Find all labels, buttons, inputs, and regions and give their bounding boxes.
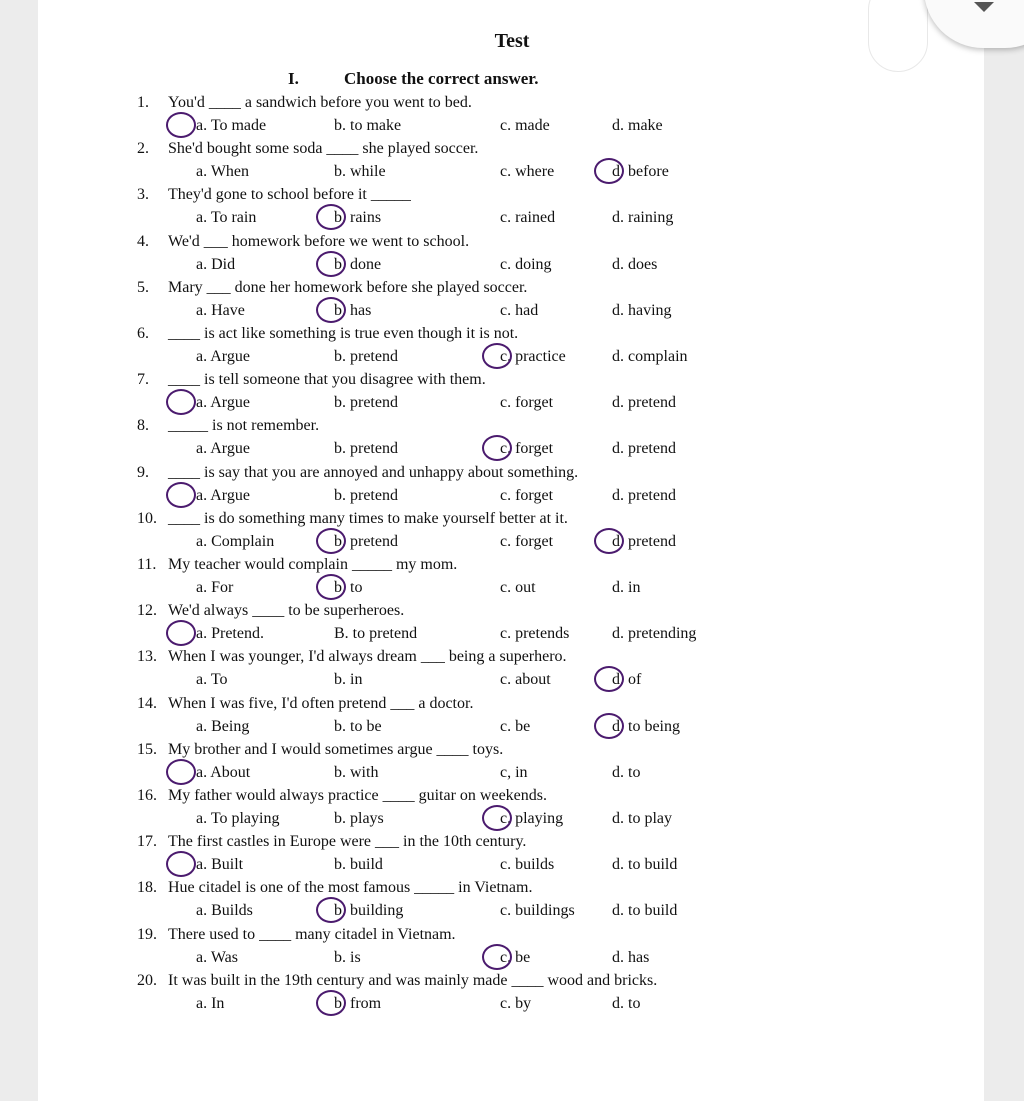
question-number: 18. [137,879,157,896]
question-number: 14. [137,695,157,712]
option-b[interactable]: b. pretend [334,348,398,365]
option-d[interactable]: d. in [612,579,641,596]
option-a[interactable]: a. Have [196,302,245,319]
option-c[interactable]: c. forget [500,440,554,457]
options-row [0,576,946,599]
question-text: Mary ___ done her homework before she played soccer. [168,279,528,296]
section-number: I. [288,69,299,88]
option-c[interactable]: c. builds [500,856,555,873]
question-row [0,91,946,114]
option-d[interactable]: d. does [612,256,658,273]
options-row [0,761,946,784]
question-text: When I was younger, I'd always dream ___ being a superhero. [168,648,567,665]
question-text: ____ is tell someone that you disagree with them. [168,371,486,388]
options-row [0,299,946,322]
option-a[interactable]: a. When [196,163,250,180]
option-d[interactable]: d. pretend [612,487,676,504]
option-a[interactable]: a. About [196,764,251,781]
option-b[interactable]: b. to [334,579,363,596]
question-row [0,969,946,992]
option-a[interactable]: a. Argue [196,487,250,504]
option-c[interactable]: c. out [500,579,536,596]
option-b[interactable]: b. with [334,764,379,781]
option-c[interactable]: c, in [500,764,528,781]
option-b[interactable]: b. plays [334,810,384,827]
question-text: ____ is act like something is true even though it is not. [168,325,519,342]
question-row [0,738,946,761]
option-c[interactable]: c. had [500,302,539,319]
option-a[interactable]: a. To [196,671,228,688]
options-row [0,484,946,507]
option-d[interactable]: d. having [612,302,672,319]
option-d[interactable]: d. to play [612,810,672,827]
option-a[interactable]: a. Pretend. [196,625,264,642]
question-number: 9. [137,464,149,481]
question-number: 12. [137,602,157,619]
question-row [0,507,946,530]
question-text: ____ is say that you are annoyed and unhappy about something. [168,464,579,481]
option-a[interactable]: a. For [196,579,234,596]
option-d[interactable]: d. pretending [612,625,697,642]
option-b[interactable]: b. building [334,902,404,919]
question-row [0,553,946,576]
question-number: 1. [137,94,149,111]
option-d[interactable]: d. raining [612,209,674,226]
question-text: You'd ____ a sandwich before you went to bed. [168,94,472,111]
question-row [0,692,946,715]
option-c[interactable]: c. practice [500,348,566,365]
option-d[interactable]: d. has [612,949,650,966]
option-c[interactable]: c. forget [500,394,554,411]
page-title: Test [494,30,530,52]
question-text: My brother and I would sometimes argue ____ toys. [168,741,504,758]
option-d[interactable]: d. complain [612,348,688,365]
option-a[interactable]: a. In [196,995,225,1012]
question-row [0,230,946,253]
option-d[interactable]: d. to [612,764,641,781]
option-b[interactable]: b. pretend [334,487,398,504]
question-row [0,599,946,622]
option-a[interactable]: a. Builds [196,902,253,919]
question-text: My father would always practice ____ guitar on weekends. [168,787,547,804]
option-b[interactable]: b. in [334,671,363,688]
question-number: 19. [137,926,157,943]
options-row [0,899,946,922]
question-row [0,876,946,899]
question-text: The first castles in Europe were ___ in the 10th century. [168,833,527,850]
option-b[interactable]: b. while [334,163,386,180]
option-d[interactable]: d. make [612,117,663,134]
options-row [0,807,946,830]
options-row [0,114,946,137]
options-row [0,160,946,183]
option-b[interactable]: b. pretend [334,394,398,411]
option-b[interactable]: b. pretend [334,440,398,457]
question-text: It was built in the 19th century and was mainly made ____ wood and bricks. [168,972,658,989]
option-c[interactable]: c. rained [500,209,556,226]
question-row [0,276,946,299]
options-row [0,946,946,969]
option-c[interactable]: c. where [500,163,555,180]
question-text: Hue citadel is one of the most famous _____ in Vietnam. [168,879,533,896]
question-text: We'd always ____ to be superheroes. [168,602,405,619]
options-row [0,622,946,645]
option-d[interactable]: d. pretend [612,533,676,550]
question-text: My teacher would complain _____ my mom. [168,556,458,573]
options-row [0,853,946,876]
question-row [0,368,946,391]
option-b[interactable]: B. to pretend [334,625,418,642]
option-a[interactable]: a. Being [196,718,250,735]
option-c[interactable]: c. about [500,671,551,688]
question-text: When I was five, I'd often pretend ___ a doctor. [168,695,474,712]
options-row [0,992,946,1015]
option-b[interactable]: b. to be [334,718,382,735]
question-number: 16. [137,787,157,804]
chevron-down-icon [974,2,994,12]
question-row [0,830,946,853]
question-number: 4. [137,233,149,250]
section-title: Choose the correct answer. [344,69,539,88]
option-c[interactable]: c. forget [500,533,554,550]
option-c[interactable]: c. playing [500,810,564,827]
option-b[interactable]: b. is [334,949,361,966]
question-row [0,183,946,206]
options-row [0,345,946,368]
option-a[interactable]: a. To made [196,117,267,134]
question-text: We'd ___ homework before we went to school. [168,233,470,250]
options-row [0,437,946,460]
option-a[interactable]: a. To playing [196,810,280,827]
section-heading [288,69,539,89]
options-row [0,530,946,553]
question-row [0,645,946,668]
option-a[interactable]: a. Was [196,949,238,966]
option-c[interactable]: c. be [500,949,531,966]
option-b[interactable]: b. rains [334,209,382,226]
option-d[interactable]: d. pretend [612,394,676,411]
option-c[interactable]: c. forget [500,487,554,504]
option-d[interactable]: d. to being [612,718,680,735]
question-row [0,322,946,345]
options-row [0,715,946,738]
option-a[interactable]: a. Argue [196,440,250,457]
option-b[interactable]: b. done [334,256,382,273]
question-row [0,784,946,807]
option-b[interactable]: b. has [334,302,372,319]
option-c[interactable]: c. made [500,117,550,134]
question-row [0,923,946,946]
question-row [0,414,946,437]
question-number: 20. [137,972,157,989]
question-number: 7. [137,371,149,388]
option-a[interactable]: a. Complain [196,533,275,550]
question-text: _____ is not remember. [168,417,320,434]
option-a[interactable]: a. Argue [196,394,250,411]
option-a[interactable]: a. Built [196,856,244,873]
question-number: 17. [137,833,157,850]
question-number: 11. [137,556,157,573]
option-b[interactable]: b. from [334,995,382,1012]
option-d[interactable]: d. to build [612,856,678,873]
option-d[interactable]: d. to build [612,902,678,919]
question-text: There used to ____ many citadel in Vietnam. [168,926,456,943]
question-number: 8. [137,417,149,434]
question-number: 10. [137,510,157,527]
option-d[interactable]: d. of [612,671,642,688]
question-text: ____ is do something many times to make yourself better at it. [168,510,568,527]
question-number: 5. [137,279,149,296]
question-number: 6. [137,325,149,342]
question-number: 13. [137,648,157,665]
question-row [0,461,946,484]
options-row [0,206,946,229]
option-c[interactable]: c. pretends [500,625,570,642]
option-b[interactable]: b. build [334,856,383,873]
options-row [0,668,946,691]
options-row [0,391,946,414]
question-number: 3. [137,186,149,203]
option-d[interactable]: d. before [612,163,669,180]
option-d[interactable]: d. pretend [612,440,676,457]
question-number: 2. [137,140,149,157]
option-d[interactable]: d. to [612,995,641,1012]
option-a[interactable]: a. Argue [196,348,250,365]
question-row [0,137,946,160]
option-c[interactable]: c. be [500,718,531,735]
question-text: They'd gone to school before it _____ [168,186,411,203]
option-c[interactable]: c. buildings [500,902,575,919]
option-a[interactable]: a. Did [196,256,236,273]
option-a[interactable]: a. To rain [196,209,257,226]
option-c[interactable]: c. by [500,995,532,1012]
option-c[interactable]: c. doing [500,256,552,273]
question-text: She'd bought some soda ____ she played soccer. [168,140,479,157]
option-b[interactable]: b. to make [334,117,402,134]
option-b[interactable]: b. pretend [334,533,398,550]
question-number: 15. [137,741,157,758]
options-row [0,253,946,276]
